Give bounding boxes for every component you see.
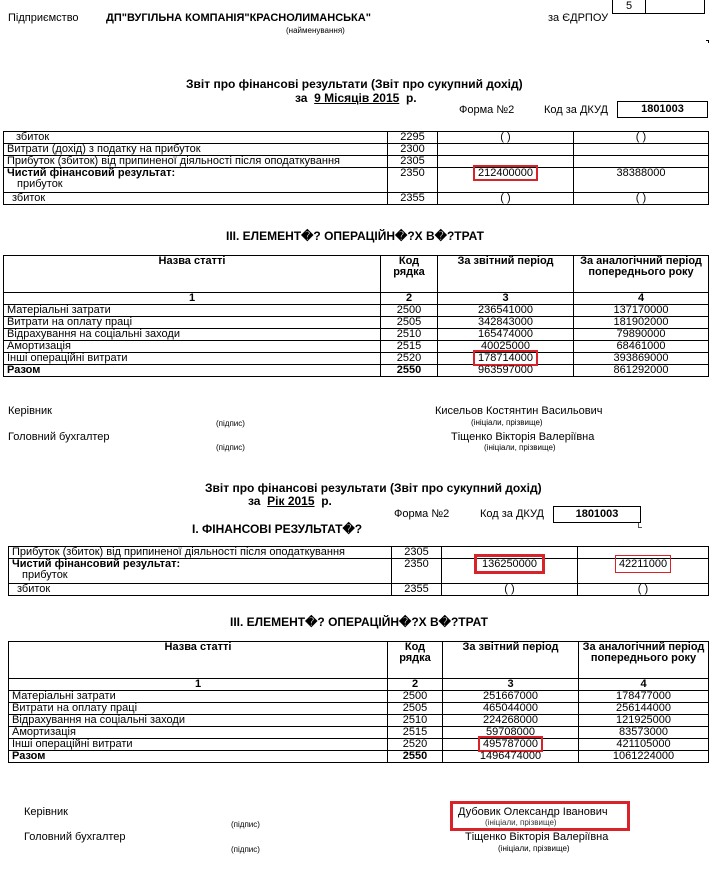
row-previous: 256144000: [579, 703, 709, 715]
table-row: [9, 715, 709, 727]
row-current: 342843000: [438, 317, 574, 329]
row-current: 40025000: [438, 341, 574, 353]
edrpou-cell-2: [644, 0, 705, 14]
row-previous: 861292000: [574, 365, 709, 377]
row-code: 2355: [392, 584, 442, 596]
table-number-row: [4, 293, 709, 305]
table-row-total: [4, 365, 709, 377]
table-row: [9, 703, 709, 715]
row-name: збиток: [9, 584, 392, 596]
report1-elements-table: [3, 255, 709, 377]
row-previous: 1061224000: [579, 751, 709, 763]
row-name: [9, 559, 392, 584]
table-row: [9, 584, 709, 596]
report2-accountant-name: Тіщенко Вікторія Валеріївна: [465, 831, 609, 843]
report2-head-label: Керівник: [24, 806, 68, 818]
edrpou-box: [612, 14, 704, 38]
highlighted-value: 495787000: [478, 736, 543, 752]
report2-accountant-name-caption: (ініціали, прізвище): [498, 844, 570, 853]
col-number-4: 4: [574, 293, 709, 305]
report1-head-sign-caption: (підпис): [216, 419, 245, 428]
row-code: 2350: [392, 559, 442, 584]
report1-section3-title: ІІІ. ЕЛЕМЕНТ�? ОПЕРАЦІЙН�?Х В�?ТРАТ: [226, 229, 484, 243]
row-name: Витрати на оплату праці: [9, 703, 388, 715]
report1-head-name: Кисельов Костянтин Васильович: [435, 405, 603, 417]
table-number-row: [9, 679, 709, 691]
row-code: 2500: [381, 305, 438, 317]
row-name: Відрахування на соціальні заходи: [4, 329, 381, 341]
table-row: [9, 739, 709, 751]
row-name: Інші операційні витрати: [4, 353, 381, 365]
header-code: Код рядка: [388, 642, 443, 679]
header-name: Назва статті: [4, 256, 381, 293]
row-code: 2305: [388, 156, 438, 168]
row-current: 963597000: [438, 365, 574, 377]
table-row: [4, 305, 709, 317]
header-current: За звітний період: [443, 642, 579, 679]
report2-elements-table: [8, 641, 709, 763]
report2-period-prefix: за: [248, 494, 261, 508]
report2-accountant-sign-caption: (підпис): [231, 845, 260, 854]
row-previous: [578, 559, 709, 584]
report2-head-sign-caption: (підпис): [231, 820, 260, 829]
row-name: збиток: [4, 132, 388, 144]
row-name: Інші операційні витрати: [9, 739, 388, 751]
row-previous: 421105000: [579, 739, 709, 751]
report2-results-table: [8, 546, 709, 596]
report1-period-prefix: за: [295, 91, 308, 105]
table-row: [9, 547, 709, 559]
row-previous: 181902000: [574, 317, 709, 329]
row-code: 2510: [388, 715, 443, 727]
row-name: Амортизація: [4, 341, 381, 353]
table-row: [9, 691, 709, 703]
row-name: Разом: [4, 365, 381, 377]
report2-period: [248, 494, 332, 508]
row-name-line2: прибуток: [17, 178, 63, 190]
report2-period-value: Рік 2015: [267, 494, 315, 508]
report2-accountant-label: Головний бухгалтер: [24, 831, 126, 843]
report1-form-label: Форма №2: [459, 104, 515, 116]
row-current: ( ): [438, 132, 574, 144]
table-row: [9, 559, 709, 584]
table-row: [4, 341, 709, 353]
report2-section1-title: І. ФІНАНСОВІ РЕЗУЛЬТАТ�?: [192, 522, 363, 536]
report2-head-name-caption: (ініціали, прізвище): [485, 818, 557, 827]
row-code: 2295: [388, 132, 438, 144]
corner-mark: [706, 40, 709, 43]
report1-accountant-name: Тіщенко Вікторія Валеріївна: [451, 431, 595, 443]
enterprise-label: Підприємство: [8, 12, 79, 24]
row-code: 2515: [388, 727, 443, 739]
row-previous: 79890000: [574, 329, 709, 341]
enterprise-name: ДП"ВУГІЛЬНА КОМПАНІЯ"КРАСНОЛИМАНСЬКА": [106, 12, 371, 24]
header-code: Код рядка: [381, 256, 438, 293]
table-header-row: [9, 642, 709, 679]
row-current: [438, 168, 574, 193]
table-header-row: [4, 256, 709, 293]
table-row: [4, 329, 709, 341]
row-code: 2350: [388, 168, 438, 193]
row-name: Прибуток (збиток) від припиненої діяльності після оподаткування: [9, 547, 392, 559]
row-name: Матеріальні затрати: [4, 305, 381, 317]
table-row: [4, 353, 709, 365]
report1-period: [295, 91, 417, 105]
row-code: 2520: [381, 353, 438, 365]
row-name: [4, 168, 388, 193]
row-name: Прибуток (збиток) від припиненої діяльності після оподаткування: [4, 156, 388, 168]
row-code: 2500: [388, 691, 443, 703]
row-current: 59708000: [443, 727, 579, 739]
table-row: [4, 132, 709, 144]
header-name: Назва статті: [9, 642, 388, 679]
enterprise-caption: (найменування): [286, 26, 345, 35]
row-previous: ( ): [574, 132, 709, 144]
row-current: [443, 739, 579, 751]
table-row: [4, 168, 709, 193]
row-current: [438, 144, 574, 156]
report1-period-value: 9 Місяців 2015: [314, 91, 400, 105]
row-current: ( ): [442, 584, 578, 596]
row-code: 2550: [381, 365, 438, 377]
row-previous: 137170000: [574, 305, 709, 317]
row-name: збиток: [4, 193, 388, 205]
report1-accountant-name-caption: (ініціали, прізвище): [484, 443, 556, 452]
table-row-total: [9, 751, 709, 763]
highlighted-value: 136250000: [474, 554, 545, 574]
report2-section3-title: ІІІ. ЕЛЕМЕНТ�? ОПЕРАЦІЙН�?Х В�?ТРАТ: [230, 615, 488, 629]
row-previous: 393869000: [574, 353, 709, 365]
highlighted-value: 42211000: [615, 555, 671, 573]
report1-title: Звіт про фінансові результати (Звіт про сукупний дохід): [186, 77, 523, 91]
report1-accountant-label: Головний бухгалтер: [8, 431, 110, 443]
col-number-1: 1: [4, 293, 381, 305]
report1-dkud-label: Код за ДКУД: [544, 104, 608, 116]
row-code: 2515: [381, 341, 438, 353]
row-code: 2355: [388, 193, 438, 205]
row-current: 251667000: [443, 691, 579, 703]
table-row: [9, 727, 709, 739]
col-number-4: 4: [579, 679, 709, 691]
row-name: Витрати (дохід) з податку на прибуток: [4, 144, 388, 156]
report2-title: Звіт про фінансові результати (Звіт про сукупний дохід): [205, 481, 542, 495]
col-number-2: 2: [381, 293, 438, 305]
row-name-line2: прибуток: [22, 569, 68, 581]
row-previous: [574, 156, 709, 168]
col-number-3: 3: [438, 293, 574, 305]
row-name: Амортизація: [9, 727, 388, 739]
row-current: 465044000: [443, 703, 579, 715]
row-previous: ( ): [578, 584, 709, 596]
row-current: 1496474000: [443, 751, 579, 763]
row-previous: 68461000: [574, 341, 709, 353]
report1-head-label: Керівник: [8, 405, 52, 417]
report2-dkud-value: 1801003: [553, 506, 641, 523]
report1-head-name-caption: (ініціали, прізвище): [471, 418, 543, 427]
report1-accountant-sign-caption: (підпис): [216, 443, 245, 452]
edrpou-label: за ЄДРПОУ: [548, 12, 609, 24]
row-code: 2305: [392, 547, 442, 559]
row-previous: 178477000: [579, 691, 709, 703]
row-code: 2550: [388, 751, 443, 763]
row-previous: 83573000: [579, 727, 709, 739]
row-code: 2520: [388, 739, 443, 751]
report1-period-suffix: р.: [405, 91, 417, 105]
row-name-line1: Чистий фінансовий результат:: [12, 558, 181, 570]
row-name-line1: Чистий фінансовий результат:: [7, 167, 176, 179]
report2-head-name: Дубовик Олександр Іванович: [458, 806, 608, 818]
table-row: [4, 317, 709, 329]
table-row: [4, 144, 709, 156]
col-number-1: 1: [9, 679, 388, 691]
row-previous: 121925000: [579, 715, 709, 727]
col-number-2: 2: [388, 679, 443, 691]
highlighted-value: 212400000: [473, 165, 538, 181]
row-previous: 38388000: [574, 168, 709, 193]
row-name: Витрати на оплату праці: [4, 317, 381, 329]
highlighted-value: 178714000: [473, 350, 538, 366]
header-previous: За аналогічний період попереднього року: [574, 256, 709, 293]
row-code: 2300: [388, 144, 438, 156]
report2-dkud-label: Код за ДКУД: [480, 508, 544, 520]
header-current: За звітний період: [438, 256, 574, 293]
row-code: 2505: [381, 317, 438, 329]
row-previous: [574, 144, 709, 156]
row-name: Разом: [9, 751, 388, 763]
header-previous: За аналогічний період попереднього року: [579, 642, 709, 679]
report1-dkud-value: 1801003: [617, 101, 708, 118]
row-previous: ( ): [574, 193, 709, 205]
edrpou-cell-1: 5: [612, 0, 646, 14]
row-name: Матеріальні затрати: [9, 691, 388, 703]
table-row: [4, 193, 709, 205]
row-current: 224268000: [443, 715, 579, 727]
corner-mark: [638, 523, 642, 528]
report1-results-table: [3, 131, 709, 205]
row-current: ( ): [438, 193, 574, 205]
col-number-3: 3: [443, 679, 579, 691]
row-code: 2510: [381, 329, 438, 341]
report2-form-label: Форма №2: [394, 508, 450, 520]
row-name: Відрахування на соціальні заходи: [9, 715, 388, 727]
row-current: 236541000: [438, 305, 574, 317]
row-code: 2505: [388, 703, 443, 715]
table-row: [4, 156, 709, 168]
row-current: 165474000: [438, 329, 574, 341]
report2-period-suffix: р.: [321, 494, 332, 508]
row-current: [442, 559, 578, 584]
row-current: [438, 353, 574, 365]
